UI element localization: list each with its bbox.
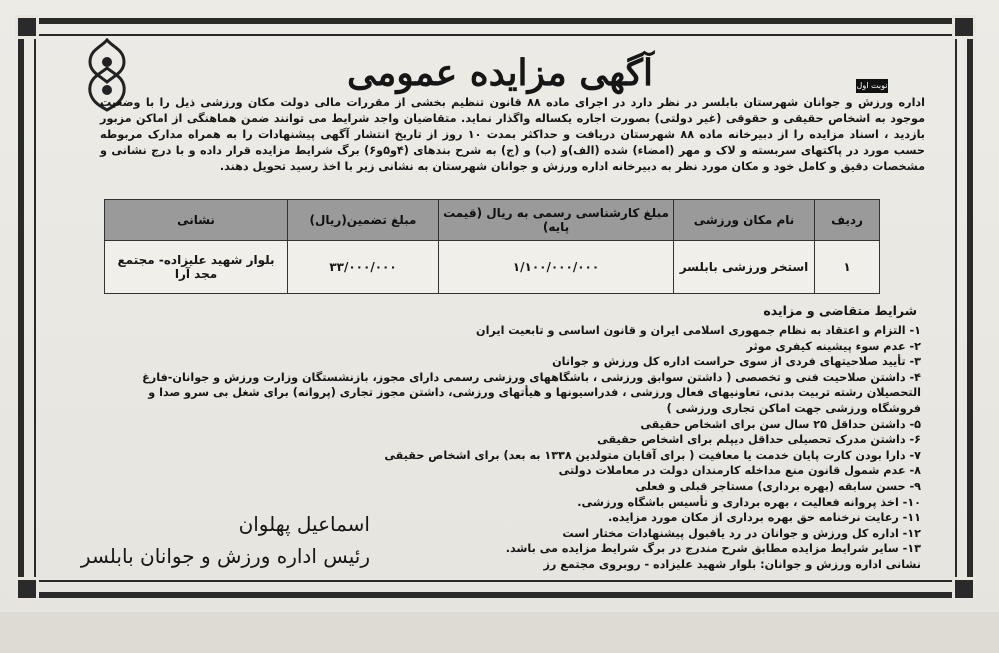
signature-block bbox=[70, 510, 370, 570]
list-item: ۴- داشتن صلاحیت فنی و تخصصی ( داشتن سوابق ورزشی ، باشگاههای ورزشی رسمی دارای مجوز، بازنشستگان وزارت ورزش و جوانان-فارغ التحصیلان رشته تربیت بدنی، تعاونیهای فعال ورزشی ، فدراسیونها و هیأتهای ورزشی، داشتن مجوز تجاری (پروانه) برای شغل بی سرو صدا و فروشگاه ورزشی جهت اماکن تجاری ورزشی ) bbox=[142, 370, 921, 415]
list-item: ۱۳- سایر شرایط مزایده مطابق شرح مندرج در برگ شرایط مزایده می باشد. bbox=[505, 542, 921, 556]
corner-ornament bbox=[952, 577, 976, 601]
list-item: ۷- دارا بودن کارت پایان خدمت یا معافیت ( برای آقایان متولدین ۱۳۳۸ به بعد) برای اشخاص حقیقی bbox=[384, 448, 921, 462]
auction-table bbox=[104, 199, 880, 294]
col-place: نام مکان ورزشی bbox=[674, 200, 815, 241]
edition-badge: نوبت اول bbox=[856, 79, 888, 93]
table-header-row bbox=[105, 200, 880, 241]
list-item: ۸- عدم شمول قانون منع مداخله کارمندان دولت در معاملات دولتی bbox=[558, 464, 921, 478]
cell-guarantee: ۳۳/۰۰۰/۰۰۰ bbox=[288, 241, 439, 294]
list-item: ۱۰- اخذ پروانه فعالیت ، بهره برداری و تأسیس باشگاه ورزشی. bbox=[577, 495, 921, 509]
address-line: نشانی اداره ورزش و جوانان: بلوار شهید علیزاده - روبروی مجتمع رز bbox=[543, 557, 921, 571]
list-item: ۶- داشتن مدرک تحصیلی حداقل دیپلم برای اشخاص حقیقی bbox=[597, 433, 921, 447]
corner-ornament bbox=[15, 577, 39, 601]
list-item: ۱- التزام و اعتقاد به نظام جمهوری اسلامی ایران و قانون اساسی و تابعیت ایران bbox=[476, 324, 921, 337]
cell-appraisal: ۱/۱۰۰/۰۰۰/۰۰۰ bbox=[439, 241, 674, 294]
table-row bbox=[105, 241, 880, 294]
corner-ornament bbox=[15, 15, 39, 39]
list-item: ۱۲- اداره کل ورزش و جوانان در رد یاقبول پیشنهادات مختار است bbox=[562, 526, 921, 540]
cell-place: استخر ورزشی بابلسر bbox=[674, 241, 815, 294]
notice-title: آگهی مزایده عمومی bbox=[347, 52, 653, 94]
cell-row: ۱ bbox=[815, 241, 880, 294]
signatory-name: اسماعیل پهلوان bbox=[238, 512, 370, 536]
intro-paragraph: اداره ورزش و جوانان شهرستان بابلسر در نظر دارد در اجرای ماده ۸۸ قانون تنظیم بخشی از مقررات مالی دولت مکان ورزشی ذیل را با وضعیت موجود به اشخاص حقیقی و حقوقی (غیر دولتی) بصورت اجاره یکساله واگذار نماید. متقاضیان واجد شرایط می توانند ضمن هماهنگی از اماکن مزبور بازدید ، اسناد مزایده را از دبیرخانه ماده ۸۸ شهرستان دریافت و حداکثر بمدت ۱۰ روز از تاریخ انتشار آگهی پیشنهادات را به همراه مدارک مربوطه حسب مورد در پاکتهای سربسته و لاک و مهر (امضاء) شده (الف)و (ب) و (ج) به شرح بندهای (۴و۵و۶) برگ شرایط مزایده قرار داده و با درج نشانی و مشخصات دقیق و کامل خود و مکان مورد نظر به دبیرخانه اداره ورزش و جوانان شهرستان به نشانی زیر با اخذ رسید تحویل دهند. bbox=[100, 96, 925, 173]
conditions-heading: شرایط متقاضی و مزایده bbox=[763, 303, 917, 318]
col-row: ردیف bbox=[815, 200, 880, 241]
col-guarantee: مبلغ تضمین(ریال) bbox=[288, 200, 439, 241]
signatory-title: رئیس اداره ورزش و جوانان بابلسر bbox=[80, 544, 370, 568]
col-appraisal: مبلغ کارشناسی رسمی به ریال (قیمت پایه) bbox=[439, 200, 674, 241]
cell-address: بلوار شهید علیزاده- مجتمع مجد آرا bbox=[105, 241, 288, 294]
list-item: ۵- داشتن حداقل ۲۵ سال سن برای اشخاص حقیقی bbox=[640, 417, 921, 431]
list-item: ۹- حسن سابقه (بهره برداری) مستاجر قبلی و فعلی bbox=[635, 479, 921, 493]
page-bottom-margin bbox=[0, 612, 999, 653]
corner-ornament bbox=[952, 15, 976, 39]
col-address: نشانی bbox=[105, 200, 288, 241]
list-item: ۲- عدم سوء پیشینه کیفری موثر bbox=[746, 339, 921, 353]
list-item: ۱۱- رعایت نرخنامه حق بهره برداری از مکان مورد مزایده. bbox=[608, 511, 921, 525]
list-item: ۳- تأیید صلاحیتهای فردی از سوی حراست اداره کل ورزش و جوانان bbox=[552, 355, 921, 369]
